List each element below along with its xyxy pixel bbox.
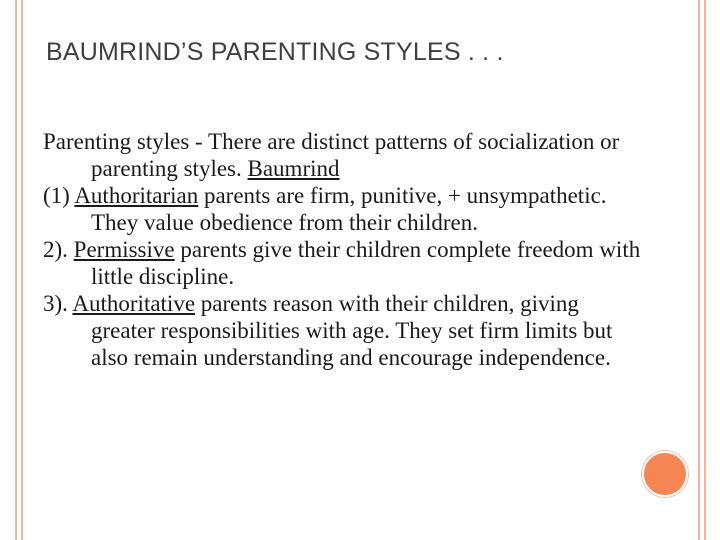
underlined-term: Authoritarian — [74, 183, 199, 208]
slide-body — [43, 128, 643, 371]
paragraph-text: Parenting styles - There are distinct patterns of socialization or parenting styles. — [43, 129, 620, 181]
paragraph-text: 3). — [43, 291, 73, 316]
left-frame-line — [15, 0, 17, 540]
underlined-term: Authoritative — [72, 291, 196, 316]
paragraph-text: parents are firm, punitive, + unsympathetic. They value obedience from their children. — [91, 183, 607, 235]
right-frame-line — [704, 0, 706, 540]
body-paragraph — [43, 182, 643, 236]
underlined-term: Baumrind — [247, 156, 340, 181]
underlined-term: Permissive — [73, 237, 175, 262]
left-frame-line-inner — [21, 0, 23, 540]
paragraph-text: parents give their children complete freedom with little discipline. — [91, 237, 641, 289]
right-frame-line-inner — [698, 0, 700, 540]
body-paragraph — [43, 128, 643, 182]
accent-circle — [642, 451, 688, 497]
body-paragraph — [43, 290, 643, 371]
paragraph-text: parents reason with their children, giving greater responsibilities with age. They set firm limits but also remain understanding and encourage independence. — [91, 291, 613, 370]
paragraph-text: 2). — [43, 237, 74, 262]
paragraph-text: (1) — [43, 183, 75, 208]
slide-title: BAUMRIND’S PARENTING STYLES . . . — [46, 38, 504, 66]
body-paragraph — [43, 236, 643, 290]
